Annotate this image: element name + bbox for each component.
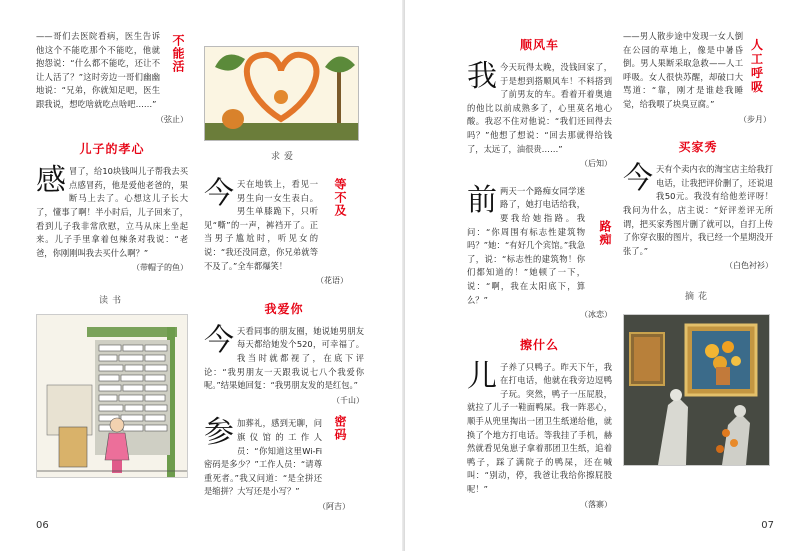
courtship-cartoon-icon bbox=[205, 47, 358, 140]
page-number: 07 bbox=[761, 520, 774, 531]
illustration-caption: 摘花 bbox=[684, 291, 711, 302]
courtship-illustration bbox=[204, 46, 359, 141]
story-text: 天看同事的朋友圈，她说她男朋友每天都给她发个520，可幸福了。我当时就都视了，在底下评论：“我男朋友一天跟我说七八个我爱你呢。”结果她回复：“我男朋友发的是红包。” bbox=[204, 325, 364, 391]
left-column-2 bbox=[204, 30, 364, 513]
reading-cartoon-icon bbox=[37, 315, 187, 477]
story-cpr: ——男人散步途中发现一女人倒在公园的草地上，像是中暑昏倒。男人果断采取急救——人工呼吸。女人很快苏醒，却破口大骂道：“靠，刚才是谁趁我睡觉，给我喂了块臭豆腐。” （步月） bbox=[623, 30, 743, 126]
illustration-caption: 求爱 bbox=[270, 152, 297, 162]
story-author: （带帽子的鱼） bbox=[132, 263, 188, 273]
story-text: 冒了，给10块钱叫儿子帮我去买点感冒药，他是爱他老爸的，果断马上去了。心想这儿子长大了，懂事了啊！半小时后，儿子回来了，看到儿子我非常欣慰，立马从床上坐起来。儿子手里拿着包辣条对我说：“老爸，你刚刚叫我去买什么啊？” bbox=[36, 166, 188, 258]
story-text: 天在地铁上，看见一男生向一女生表白。男生单膝跪下，只听见“嘶”的一声，裤裆开了。正当男子尴尬时，听见女的说：“我还没同意，你兄弟就等不及了。”全车都爆笑！ bbox=[204, 179, 318, 271]
story-wipe bbox=[467, 358, 612, 512]
story-love-you bbox=[204, 322, 364, 408]
story-title: 人工呼吸 bbox=[751, 38, 765, 94]
story-title: 等不及 bbox=[333, 178, 347, 217]
dropcap: 感 bbox=[36, 163, 66, 199]
story-text: 加葬礼，感到无聊，问旗仪馆的工作人员：“你知道这里Wi-Fi密码是多少？”工作人员：“请尊重死者。”我又问道：“是全拼还是缩拼？大写还是小写？” bbox=[204, 418, 322, 497]
story-author: （弦止） bbox=[156, 114, 188, 124]
right-page bbox=[405, 0, 810, 551]
story-text: 两天一个路痴女同学迷路了，她打电话给我，要我给她指路。我问：“你周围有标志性建筑物吗？”她：“有好几个宾馆。”我急了，说：“标志性的建筑物！你们都知道的！”她顿了一下，说：“啊，我在太阳底下，算么？” bbox=[467, 185, 585, 305]
painting-cartoon-icon bbox=[624, 315, 769, 465]
story-author: （步月） bbox=[739, 114, 771, 124]
story-ride bbox=[467, 61, 612, 171]
story-not-live: ——哥们去医院看病，医生告诉他这个不能吃那个不能吃，他就抱怨说：“什么都不能吃，还让不让人活了？”这时旁边一哥们幽幽地说：“兄弟，你就知足吧，医生跟我说，想吃啥就吃点啥吧……” （弦止） bbox=[36, 30, 160, 126]
left-column-1 bbox=[36, 30, 188, 478]
story-author: （白色衬衫） bbox=[725, 261, 773, 271]
story-title: 买家秀 bbox=[678, 140, 718, 155]
story-title: 儿子的孝心 bbox=[79, 142, 145, 157]
story-title: 我爱你 bbox=[264, 301, 304, 316]
story-text: 今天玩得太晚，没钱回家了，于是想到搭顺风车！不料搭到了前男友的车。看着开着奥迪的他比以前成熟多了，心里莫名地心酸。我忍不住对他说：“我们还回得去吗？”他想了想说：“回去那就得给钱了，太远了，油很贵……” bbox=[467, 62, 612, 154]
page-number: 06 bbox=[36, 520, 49, 531]
story-author: （后知） bbox=[580, 159, 612, 169]
story-filial bbox=[36, 165, 188, 275]
dropcap: 前 bbox=[467, 182, 497, 218]
story-title: 顺风车 bbox=[519, 38, 559, 52]
story-text: 子养了只鸭子。昨天下午，我在打电话，他就在我旁边逗鸭子玩。突然，鸭子一压屁股，就拉了儿子一鞋面鸭屎。我一阵恶心，顺手从兜里掏出一团卫生纸递给他，就换了个地方打电话。等我挂了手机，赫然就看见兔崽子拿着那团卫生纸，追着鸭子，踩了满院子的鸭屎，还在喊叫：“别动，停，我爸让我给你擦屁股呢！” bbox=[467, 361, 612, 495]
story-author: （冰恋） bbox=[580, 310, 612, 320]
story-author: （阿吉） bbox=[318, 501, 350, 511]
story-title: 密码 bbox=[333, 415, 347, 441]
flower-illustration bbox=[623, 314, 770, 466]
story-title: 路痴 bbox=[598, 220, 612, 246]
story-password bbox=[204, 415, 350, 513]
right-column-2 bbox=[623, 30, 773, 466]
story-buyer-show bbox=[623, 163, 773, 273]
story-title: 不能活 bbox=[171, 34, 185, 73]
dropcap: 今 bbox=[623, 161, 653, 197]
right-column-1 bbox=[467, 30, 612, 511]
story-text: 天有个卖内衣的淘宝店主给我打电话，让我把评价删了，还说退我50元。我没有给他差评呀！我问为什么，店主说：“好评差评无所谓，把买家秀图片删了就可以，自打上传了你穿衣服的图片，我已经一个星期没开张了。” bbox=[623, 164, 773, 256]
dropcap: 我 bbox=[467, 59, 497, 94]
dropcap: 参 bbox=[204, 415, 234, 451]
illustration-caption: 读书 bbox=[98, 295, 125, 306]
dropcap: 儿 bbox=[467, 358, 497, 394]
story-author: （千山） bbox=[332, 395, 364, 405]
story-lost bbox=[467, 182, 612, 322]
story-text: 哥们去医院看病，医生告诉他这个不能吃那个不能吃，他就抱怨说：“什么都不能吃，还让不让人活了？”这时旁边一哥们幽幽地说：“兄弟，你就知足吧，医生跟我说，想吃啥就吃点啥吧……” bbox=[36, 31, 160, 109]
dropcap: 今 bbox=[204, 176, 234, 211]
story-text: 男人散步途中发现一女人倒在公园的草地上，像是中暑昏倒。男人果断采取急救——人工呼吸。女人很快苏醒，却破口大骂道：“靠，刚才是谁趁我睡觉，给我喂了块臭豆腐。” bbox=[623, 31, 743, 109]
story-title: 擦什么 bbox=[519, 337, 559, 352]
story-cant-wait bbox=[204, 176, 348, 288]
story-author: （花语） bbox=[316, 276, 348, 286]
dropcap: 今 bbox=[204, 322, 234, 358]
story-author: （落寨） bbox=[580, 499, 612, 509]
reading-illustration bbox=[36, 314, 188, 478]
